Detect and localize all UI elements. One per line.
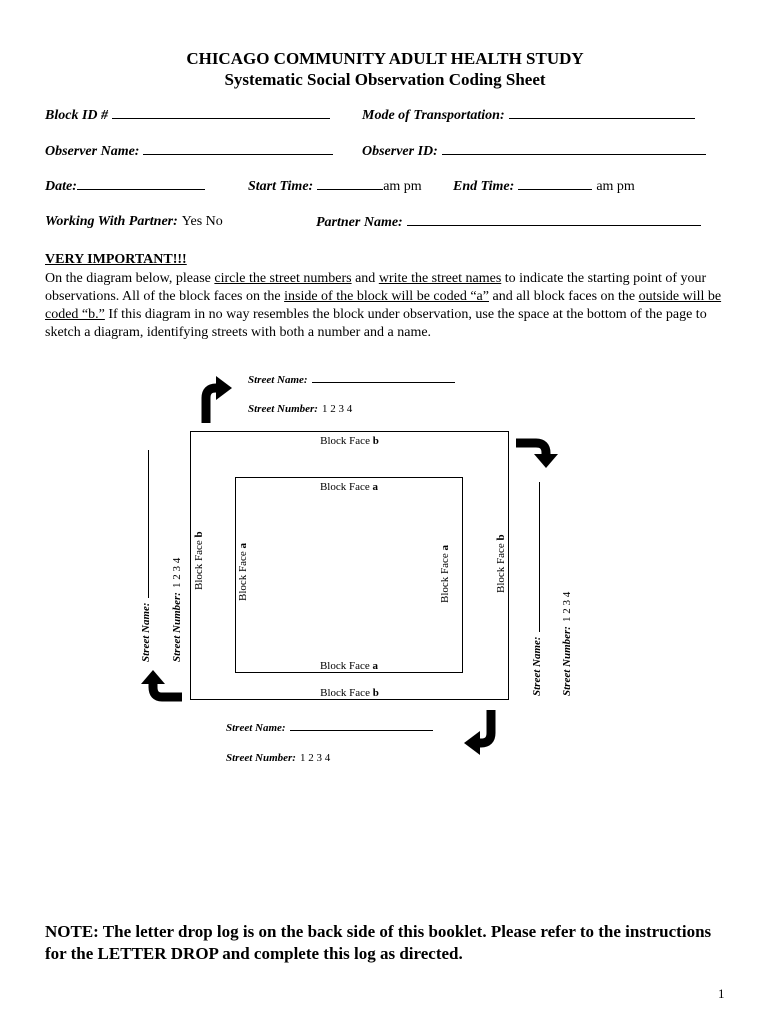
turn-down-arrow-icon <box>516 443 558 468</box>
end-time-label: End Time: <box>453 179 515 194</box>
instr-text-3: to indicate the starting point of your observations. All of the block faces on the <box>45 271 707 304</box>
right-street-name-field[interactable] <box>530 482 540 632</box>
top-street-number-label: Street Number: <box>248 403 318 415</box>
inner-left-block-face: Block Face a <box>237 542 249 601</box>
bottom-street-number-label: Street Number: <box>226 752 296 764</box>
partner-label: Working With Partner: <box>45 214 178 229</box>
bottom-street-name-field[interactable] <box>290 721 433 731</box>
outer-bottom-block-face: Block Face b <box>320 687 379 699</box>
outer-right-block-face: Block Face b <box>495 534 507 593</box>
start-time-label: Start Time: <box>248 179 314 194</box>
mode-label: Mode of Transportation: <box>362 108 505 123</box>
inner-bottom-block-face: Block Face a <box>319 660 379 672</box>
instr-text-2: and <box>351 271 379 286</box>
right-street-number-label: Street Number: <box>561 626 573 696</box>
page-subtitle: Systematic Social Observation Coding Sheet <box>224 70 546 89</box>
turn-up-arrow-icon <box>141 670 182 697</box>
top-street-name-row <box>248 370 455 388</box>
instr-text-5: If this diagram in no way resembles the block under observation, use the space at the bottom of the page to sketch a diagram, identifying streets with both a number and a name. <box>45 307 707 340</box>
letter-drop-note: NOTE: The letter drop log is on the back side of this booklet. Please refer to the instructions for the LETTER DROP and complete this log as directed. <box>45 922 712 963</box>
top-street-number-row <box>248 399 352 417</box>
left-street-number-label: Street Number: <box>171 592 183 662</box>
page-number: 1 <box>718 986 725 1001</box>
partner-name-label: Partner Name: <box>316 215 403 230</box>
inner-block-box <box>235 477 463 673</box>
top-street-name-label: Street Name: <box>248 374 308 386</box>
bottom-street-number-row <box>226 748 330 766</box>
page-title: CHICAGO COMMUNITY ADULT HEALTH STUDY <box>186 49 584 68</box>
outer-left-block-face: Block Face b <box>193 531 205 590</box>
bottom-street-name-label: Street Name: <box>226 722 286 734</box>
instr-underline-4: outside will be coded “b.” <box>45 289 722 322</box>
top-street-numbers[interactable]: 1 2 3 4 <box>321 403 353 415</box>
instr-underline-3: inside of the block will be coded “a” <box>284 289 489 304</box>
outer-top-block-face: Block Face b <box>320 435 379 447</box>
instr-text-4: and all block faces on the <box>488 289 639 304</box>
bottom-street-name-row <box>226 718 433 736</box>
date-label: Date: <box>45 179 77 194</box>
bottom-street-numbers[interactable]: 1 2 3 4 <box>299 752 331 764</box>
left-street-name-label: Street Name: <box>140 602 152 662</box>
observer-name-label: Observer Name: <box>45 144 140 159</box>
end-ampm[interactable]: am pm <box>596 179 635 194</box>
top-street-name-field[interactable] <box>312 373 455 383</box>
instr-underline-1: circle the street numbers <box>214 271 352 286</box>
observer-id-label: Observer ID: <box>362 144 438 159</box>
inner-right-block-face: Block Face a <box>439 544 451 603</box>
right-street-name-label: Street Name: <box>531 636 543 696</box>
instr-underline-2: write the street names <box>378 271 502 286</box>
left-street-number-row <box>167 558 185 662</box>
instr-text-1: On the diagram below, please <box>45 271 215 286</box>
left-street-numbers[interactable]: 1 2 3 4 <box>171 557 183 589</box>
right-street-numbers[interactable]: 1 2 3 4 <box>561 591 573 623</box>
left-street-name-row <box>136 450 154 662</box>
start-ampm[interactable]: am pm <box>383 179 422 194</box>
left-street-name-field[interactable] <box>139 450 149 598</box>
turn-left-arrow-icon <box>464 710 491 755</box>
very-important-heading: VERY IMPORTANT!!! <box>45 252 187 267</box>
inner-top-block-face: Block Face a <box>319 481 379 493</box>
right-street-name-row <box>527 482 545 696</box>
right-street-number-row <box>557 592 575 696</box>
turn-right-arrow-icon <box>206 376 232 423</box>
partner-options[interactable]: Yes No <box>181 214 223 229</box>
block-id-label: Block ID # <box>45 108 108 123</box>
